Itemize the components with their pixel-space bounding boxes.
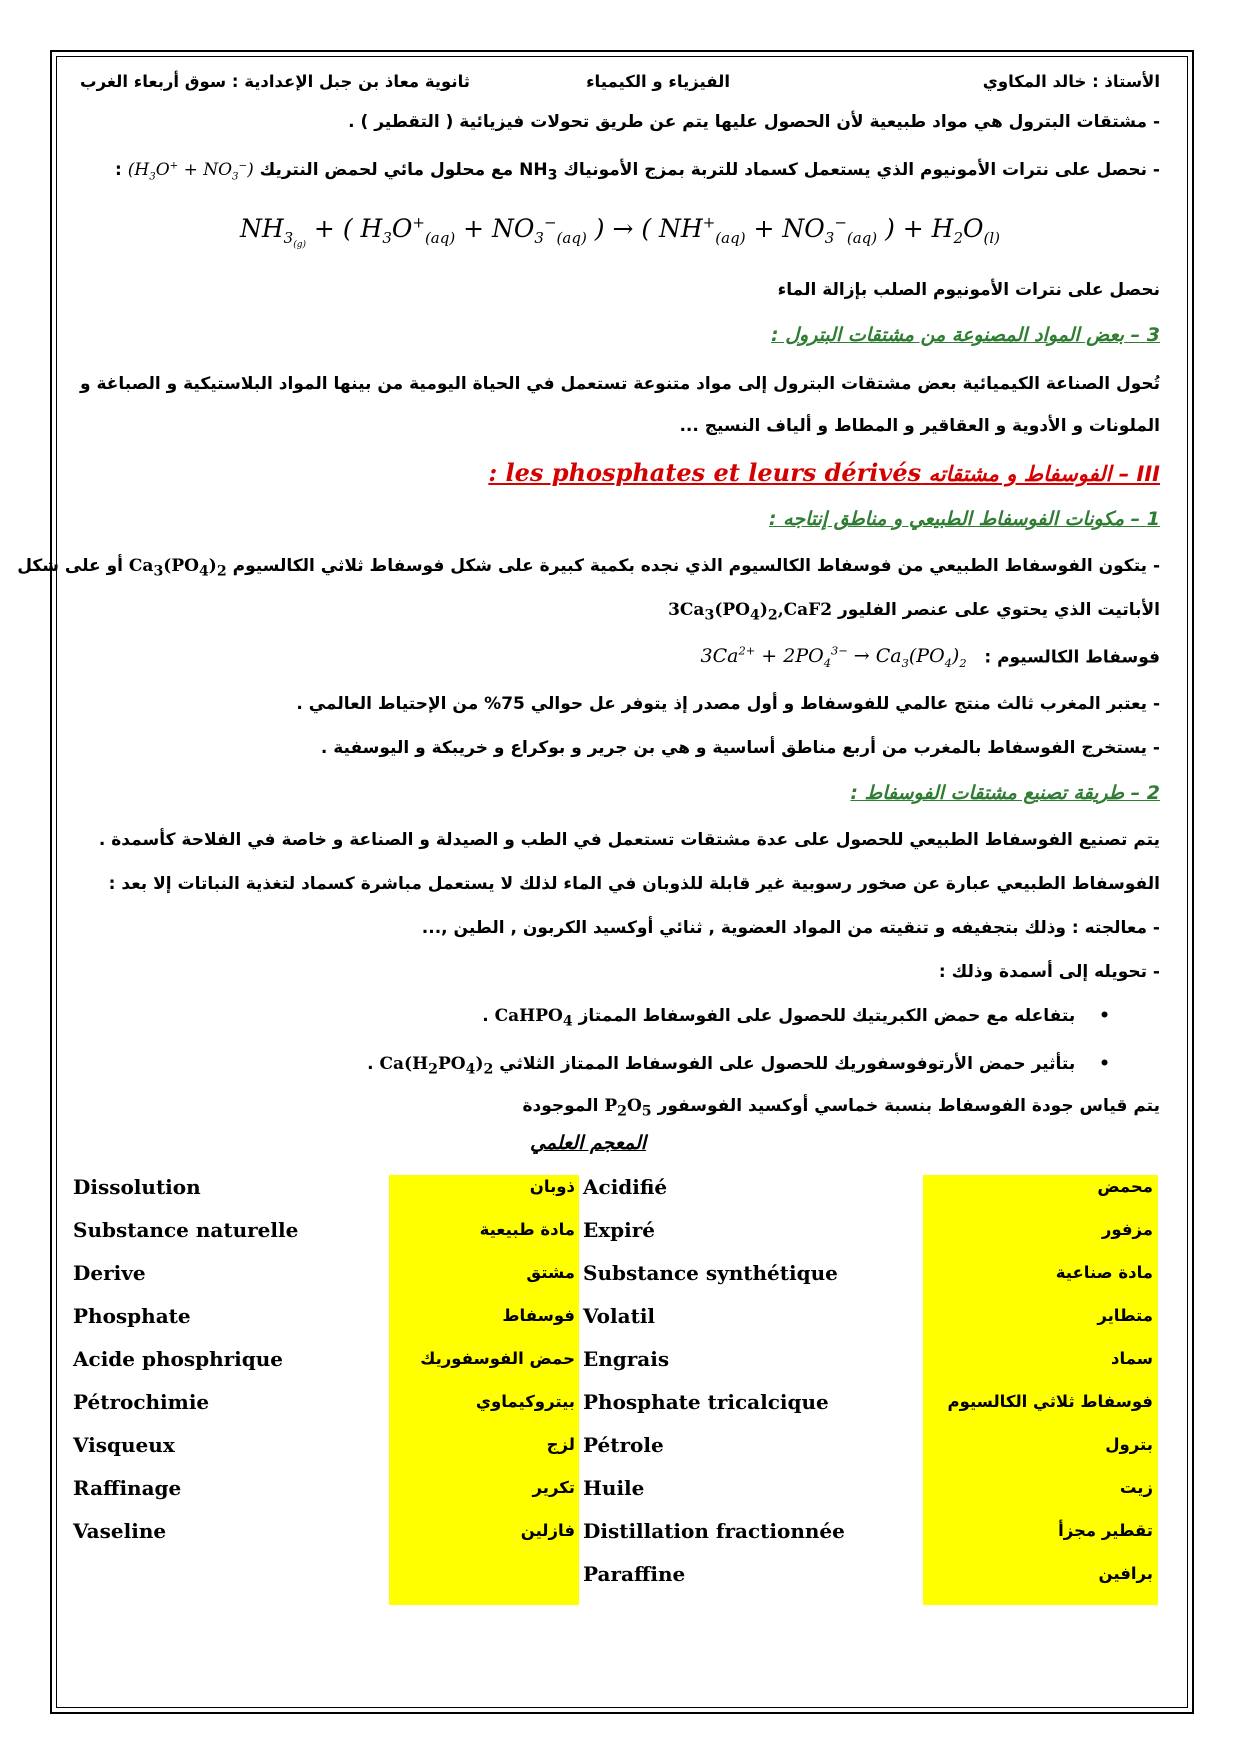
vocab-ar-right: زيت — [1119, 1478, 1153, 1497]
subsection-1-line-2: الأباتيت الذي يحتوي على عنصر الفليور $3Ca_3(PO_4)_2,CaF2$ — [668, 600, 1160, 624]
vocab-fr-right: Pétrole — [583, 1433, 664, 1457]
vocab-fr-right: Volatil — [583, 1304, 656, 1328]
part-3-title-fr: : les phosphates et leurs dérivés — [488, 458, 922, 487]
header — [80, 72, 1160, 100]
subsection-2-title: 2 – طريقة تصنيع مشتقات الفوسفاط : — [850, 782, 1160, 804]
vocab-ar-left: بيتروكيماوي — [475, 1392, 575, 1411]
calcium-phosphate-equation: $3Ca^{2+} + 2PO_4^{3-} \to Ca_3(PO_4)_2$ — [700, 644, 967, 671]
subsection-2-line-2: الفوسفاط الطبيعي عبارة عن صخور رسوبية غير قابلة للذوبان في الماء لذلك لا يستعمل مباشرة كسماد لتغذية النباتات إلا بعد : — [108, 874, 1160, 894]
vocab-fr-right: Expiré — [583, 1218, 656, 1242]
vocab-ar-right: سماد — [1111, 1349, 1153, 1368]
vocab-row — [73, 1433, 1171, 1476]
vocab-ar-left: ذوبان — [529, 1177, 575, 1196]
vocab-ar-right: فوسفاط ثلاثي الكالسيوم — [947, 1392, 1153, 1411]
teacher-name: الأستاذ : خالد المكاوي — [982, 72, 1160, 91]
subsection-1-title: 1 – مكونات الفوسفاط الطبيعي و مناطق إنتاجه : — [768, 508, 1160, 530]
vocab-row — [73, 1304, 1171, 1347]
vocab-row — [73, 1261, 1171, 1304]
paragraph-ammonium-nitrate: - نحصل على نترات الأمونيوم الذي يستعمل كسماد للتربة بمزج الأمونياك $NH_3$ مع محلول مائي لحمض النتريك $(H_3O^+ + NO_3^-)$ : — [115, 160, 1160, 184]
part-3-title — [80, 458, 1160, 487]
bullet-superphosphate: • بتفاعله مع حمض الكبريتيك للحصول على الفوسفاط الممتاز CaHPO$_4$ . — [80, 1006, 1110, 1029]
paragraph-remove-water: نحصل على نترات الأمونيوم الصلب بإزالة الماء — [777, 280, 1160, 300]
subsection-1-line-5: - يستخرج الفوسفاط بالمغرب من أربع مناطق أساسية و هي بن جرير و بوكراع و خريبكة و اليوسفية . — [320, 738, 1160, 758]
vocab-row — [73, 1175, 1171, 1218]
vocab-ar-left: مشتق — [526, 1263, 575, 1282]
calcium-phosphate-label: فوسفاط الكالسيوم : — [984, 647, 1160, 668]
vocab-fr-left: Visqueux — [73, 1433, 175, 1457]
paragraph-ammonium-nitrate-text: - نحصل على نترات الأمونيوم الذي يستعمل كسماد للتربة بمزج الأمونياك NH — [519, 160, 1160, 180]
paragraph-ammonium-nitrate-text-b: مع محلول مائي لحمض النتريك — [259, 160, 520, 180]
subject-name: الفيزياء و الكيمياء — [586, 72, 730, 91]
vocab-ar-right: برافين — [1098, 1564, 1153, 1583]
vocab-row — [73, 1476, 1171, 1519]
vocab-fr-right: Engrais — [583, 1347, 670, 1371]
section-3-title: 3 – بعض المواد المصنوعة من مشتقات البترول : — [771, 324, 1160, 346]
subsection-1-line-3 — [80, 644, 1160, 670]
vocab-fr-left: Dissolution — [73, 1175, 201, 1199]
vocab-fr-right: Huile — [583, 1476, 645, 1500]
vocab-ar-left: فوسفاط — [502, 1306, 575, 1325]
ammonium-nitrate-equation: $NH_{3_{(g)}}$ + ( $H_3O^+_{(aq)} + NO_3^-_{(aq)}$ ) → ( $NH^+_{(aq)} + NO_3^-_{(aq)}$ ) + $H_2O_{(l)}$ — [239, 214, 1001, 251]
vocab-ar-right: بترول — [1105, 1435, 1153, 1454]
school-name: ثانوية معاذ بن جبل الإعدادية : سوق أربعاء الغرب — [80, 72, 470, 91]
subsection-1-line-1: - يتكون الفوسفاط الطبيعي من فوسفاط الكالسيوم الذي نجده بكمية كبيرة على شكل فوسفاط ثلاثي الكالسيوم $Ca_3(PO_4)_2$ أو على شكل — [17, 556, 1160, 580]
vocab-ar-right: متطاير — [1097, 1306, 1153, 1325]
vocab-row — [73, 1562, 1171, 1605]
vocab-ar-right: مادة صناعية — [1055, 1263, 1153, 1282]
vocab-ar-right: تقطير مجزأ — [1058, 1521, 1153, 1540]
vocab-fr-right: Acidifié — [583, 1175, 668, 1199]
paragraph-petroleum-derivatives: - مشتقات البترول هي مواد طبيعية لأن الحصول عليها يتم عن طريق تحولات فيزيائية ( التقطير ) . — [348, 112, 1160, 132]
vocab-row — [73, 1390, 1171, 1433]
section-3-line-2: الملونات و الأدوية و العقاقير و المطاط و ألياف النسيج ... — [679, 416, 1160, 436]
vocabulary-title: المعجم العلمي — [530, 1132, 647, 1154]
nitric-acid-formula: $(H_3O^+ + NO_3^-)$ — [127, 160, 254, 183]
subsection-2-line-3: - معالجته : وذلك بتجفيفه و تنقيته من المواد العضوية , ثنائي أوكسيد الكربون , الطين ,... — [421, 918, 1160, 938]
subsection-2-line-4: - تحويله إلى أسمدة وذلك : — [938, 962, 1160, 982]
vocab-fr-right: Distillation fractionnée — [583, 1519, 845, 1543]
vocab-fr-left: Vaseline — [73, 1519, 167, 1543]
vocab-fr-left: Acide phosphrique — [73, 1347, 283, 1371]
vocab-fr-left: Raffinage — [73, 1476, 182, 1500]
vocab-fr-left: Phosphate — [73, 1304, 191, 1328]
vocab-ar-right: محمض — [1097, 1177, 1153, 1196]
vocab-fr-left: Derive — [73, 1261, 146, 1285]
vocab-fr-left: Substance naturelle — [73, 1218, 299, 1242]
vocab-fr-left: Pétrochimie — [73, 1390, 210, 1414]
vocab-row — [73, 1519, 1171, 1562]
section-3-line-1: تُحول الصناعة الكيميائية بعض مشتقات البترول إلى مواد متنوعة تستعمل في الحياة اليومية من بينها المواد البلاستيكية و الصباغة و — [80, 374, 1160, 394]
vocab-ar-left: لزج — [546, 1435, 575, 1454]
vocab-ar-left: فازلين — [520, 1521, 575, 1540]
vocab-row — [73, 1218, 1171, 1261]
vocabulary-table — [73, 1175, 1171, 1605]
subsection-2-line-1: يتم تصنيع الفوسفاط الطبيعي للحصول على عدة مشتقات تستعمل في الطب و الصيدلة و الصناعة و خاصة في الفلاحة كأسمدة . — [98, 830, 1160, 850]
subsection-2-line-5: يتم قياس جودة الفوسفاط بنسبة خماسي أوكسيد الفوسفور $P_2O_5$ الموجودة — [522, 1096, 1160, 1120]
vocab-ar-left: حمض الفوسفوريك — [420, 1349, 575, 1368]
bullet-triple-superphosphate: • بتأثير حمض الأرتوفوسفوريك للحصول على الفوسفاط الممتاز الثلاثي $Ca(H_2PO_4)_2$ . — [80, 1054, 1110, 1077]
part-3-title-ar: III – الفوسفاط و مشتقاته — [928, 462, 1160, 486]
vocab-ar-right: مزفور — [1101, 1220, 1153, 1239]
subsection-1-line-4: - يعتبر المغرب ثالث منتج عالمي للفوسفاط و أول مصدر إذ يتوفر عل حوالي 75% من الإحتياط العالمي . — [296, 694, 1160, 714]
vocab-fr-right: Substance synthétique — [583, 1261, 838, 1285]
vocab-ar-left: مادة طبيعية — [479, 1220, 575, 1239]
vocab-ar-left: تكرير — [532, 1478, 575, 1497]
vocab-fr-right: Paraffine — [583, 1562, 686, 1586]
vocab-fr-right: Phosphate tricalcique — [583, 1390, 829, 1414]
vocab-row — [73, 1347, 1171, 1390]
